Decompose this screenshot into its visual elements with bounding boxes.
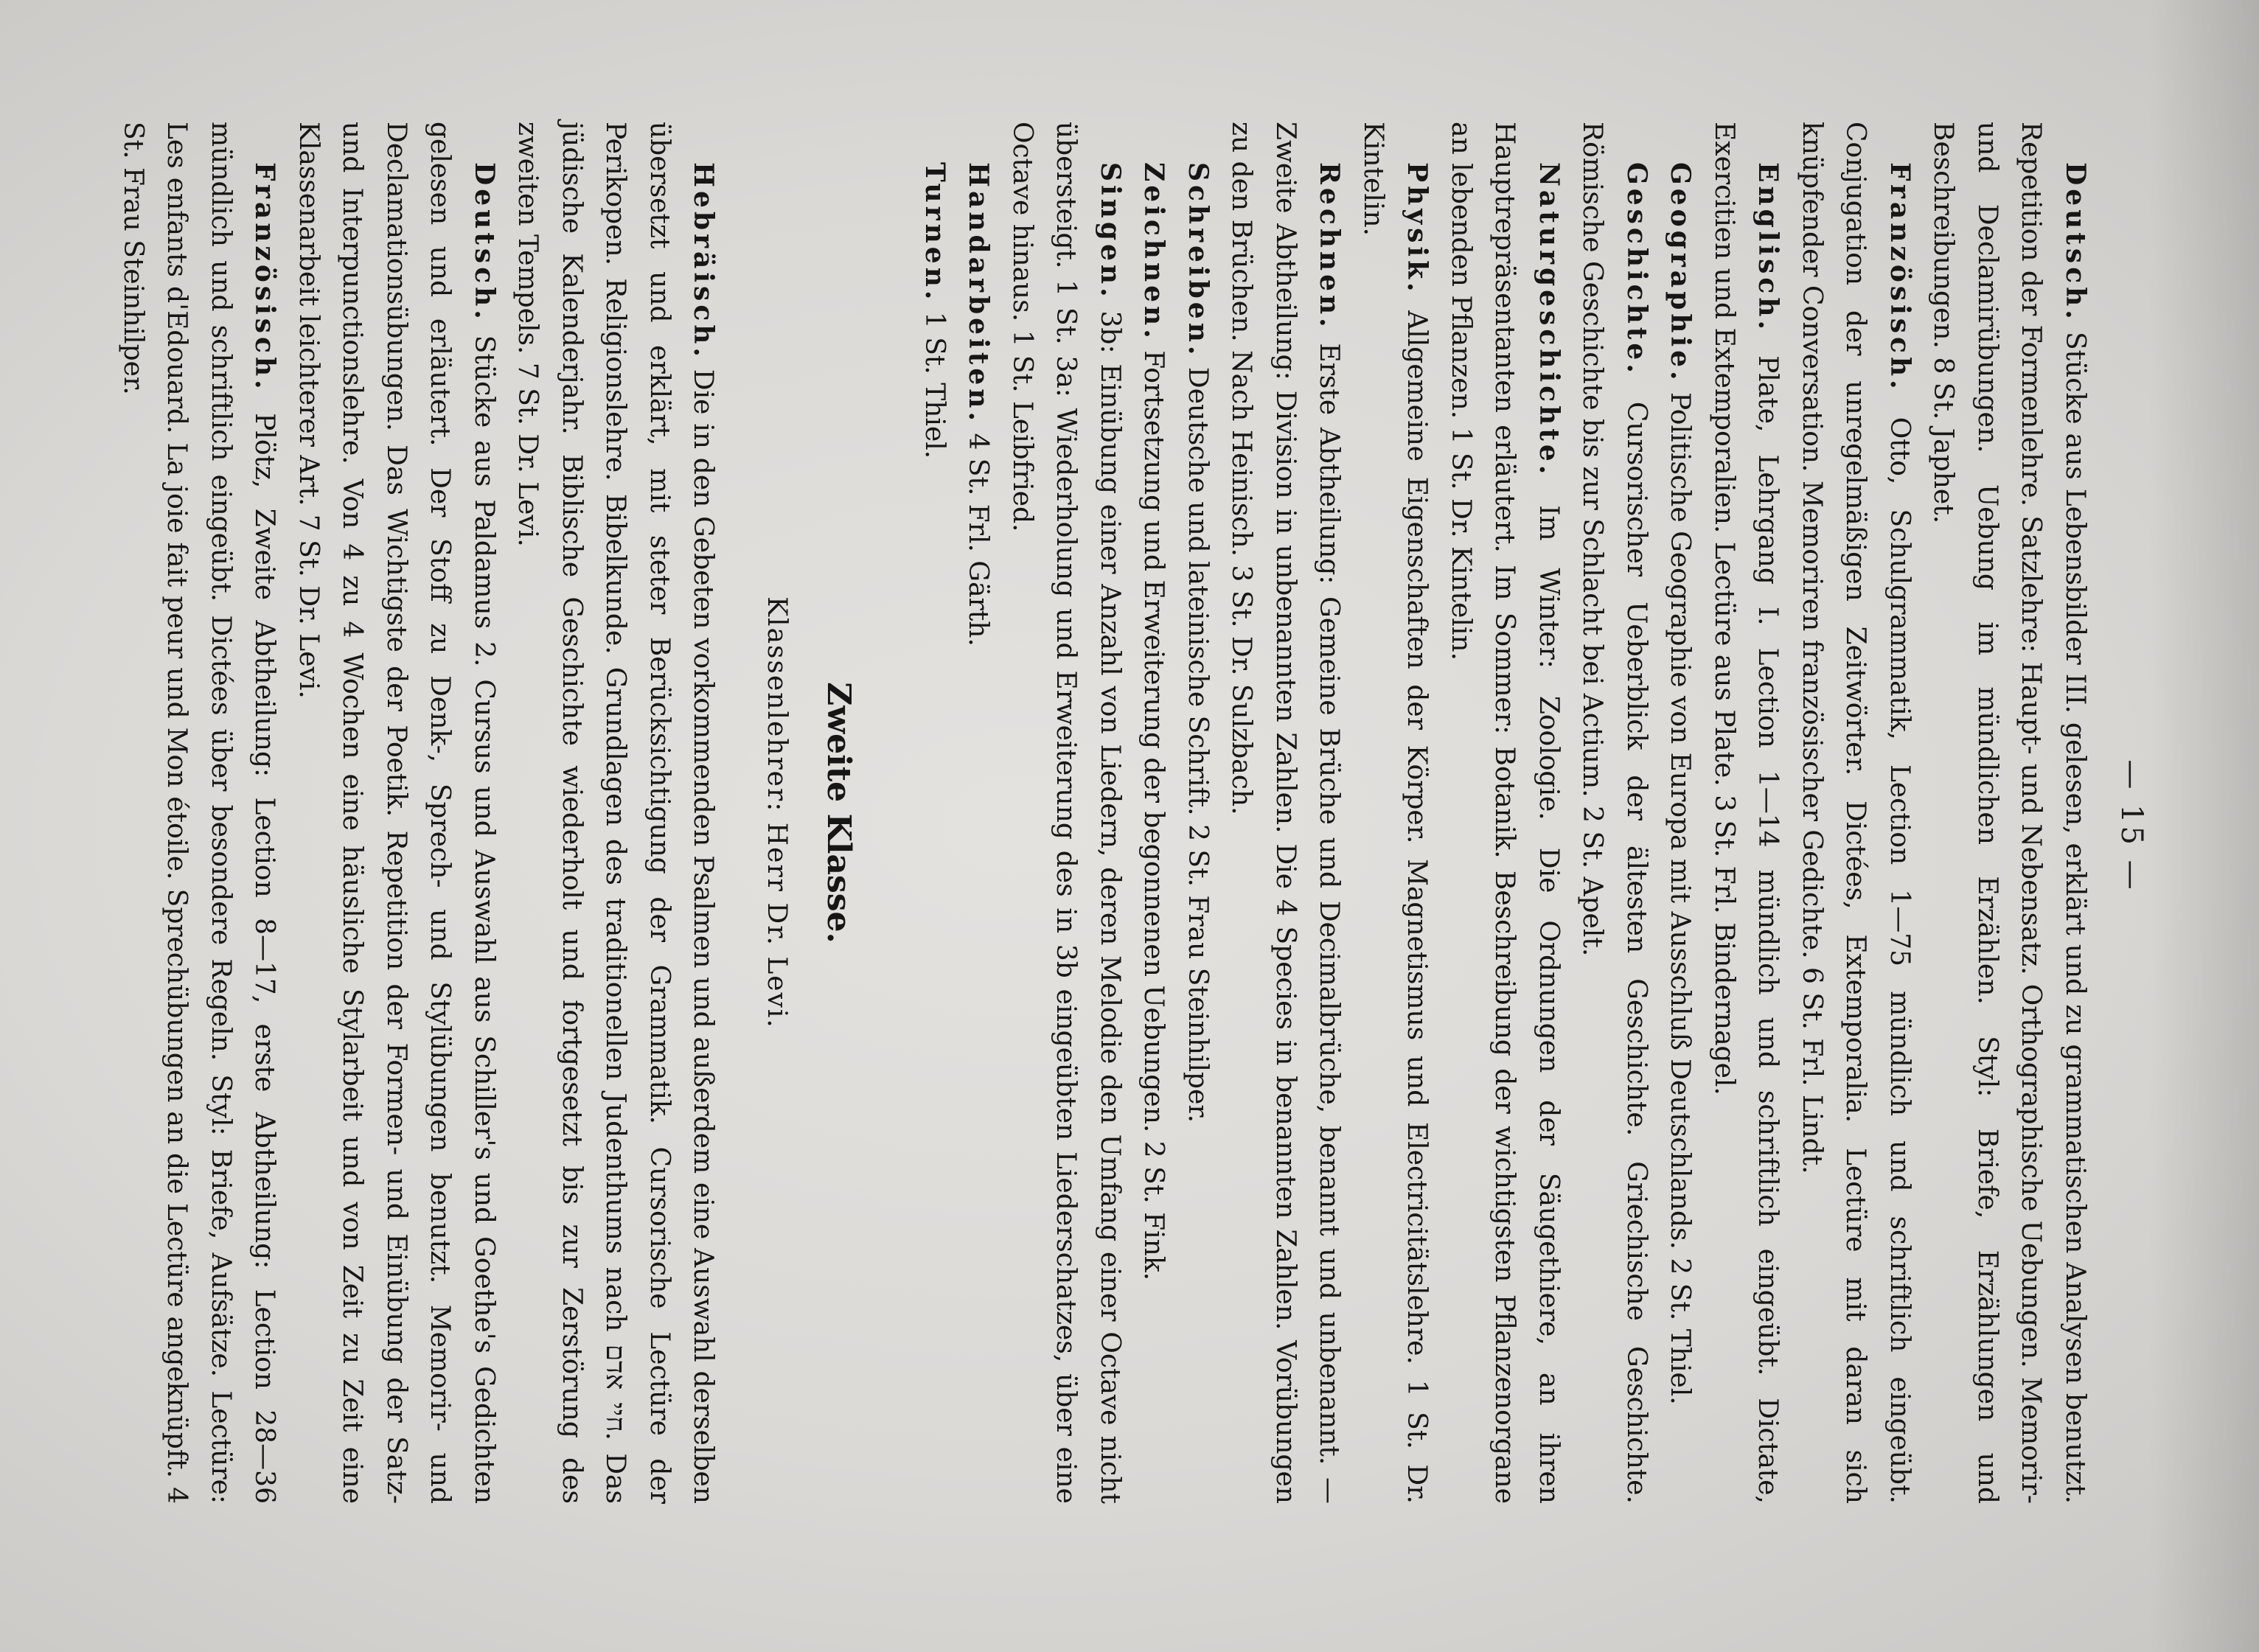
paragraph-physik xyxy=(1351,122,1439,1504)
page-number: — 15 — xyxy=(2114,759,2148,893)
paragraph-naturgeschichte xyxy=(1439,122,1571,1504)
paragraph-text: 4 St. Frl. Gärth. xyxy=(963,433,994,646)
paragraph-text: Die in den Gebeten vorkommenden Psalmen und außerdem eine Auswahl derselben übersetzt und erklärt, mit steter Berücksichtigung der Grammatik. Cursorische Lectüre der Perikopen. Religionslehre. Bibelkunde. Grundlagen des traditionellen Judenthums nach חיי אדם. Das jüdische Kalenderjahr. Biblische Geschichte wiederholt und fortgesetzt bis zur Zerstörung des zweiten Tempels. 7 St. Dr. Levi. xyxy=(512,122,719,1504)
subject-label: Hebräisch. xyxy=(688,162,720,360)
paragraph-singen xyxy=(1000,122,1132,1504)
text-block xyxy=(111,122,2098,1504)
paragraph-text: Deutsche und lateinische Schrift. 2 St. Frau Steinhilper. xyxy=(1183,366,1213,1123)
subject-label: Naturgeschichte. xyxy=(1534,162,1564,478)
paragraph-geographie xyxy=(1658,122,1702,1504)
paragraph-text: Fortsetzung und Erweiterung der begonnenen Uebungen. 2 St. Fink. xyxy=(1138,350,1169,1281)
subject-label: Französisch. xyxy=(1884,162,1915,393)
subject-label: Englisch. xyxy=(1752,162,1784,334)
paragraph-deutsch-1 xyxy=(1921,122,2097,1504)
paragraph-text: 1 St. Thiel. xyxy=(919,311,950,459)
paragraph-englisch xyxy=(1702,122,1790,1504)
subject-label: Deutsch. xyxy=(469,162,500,323)
subject-label: Schreiben. xyxy=(1183,162,1214,359)
subject-label: Physik. xyxy=(1402,162,1433,296)
paragraph-text: Plate, Lehrgang I. Lection 1—14 mündlich und schriftlich eingeübt. Dictate, Exercitien und Extemporalien. Lectüre aus Plate. 3 St. Frl. Bindernagel. xyxy=(1709,122,1783,1504)
paragraph-handarbeiten xyxy=(956,122,1000,1504)
section-heading: Zweite Klasse. xyxy=(820,682,858,944)
paragraph-deutsch-2 xyxy=(287,122,507,1504)
paragraph-text: Allgemeine Eigenschaften der Körper. Magnetismus und Electricitätslehre. 1 St. Dr. Kintelin. xyxy=(1358,122,1433,1504)
paragraph-franzoesisch-2 xyxy=(111,122,287,1504)
subject-label: Geschichte. xyxy=(1621,162,1652,377)
paragraph-rechnen xyxy=(1219,122,1351,1504)
paragraph-hebraeisch xyxy=(506,122,725,1504)
subject-label: Deutsch. xyxy=(2060,162,2091,323)
subject-label: Rechnen. xyxy=(1314,162,1346,331)
paragraph-text: Otto, Schulgrammatik, Lection 1—75 mündlich und schriftlich eingeübt. Conjugation der unregelmäßigen Zeitwörter. Dictées, Extemporalia. Lectüre mit daran sich knüpfender Conversation. Memoriren französischer Gedichte. 6 St. Frl. Lindt. xyxy=(1797,122,1915,1504)
paragraph-text: Im Winter: Zoologie. Die Ordnungen der Säugethiere, an ihren Hauptrepräsentanten erläutert. Im Sommer: Botanik. Beschreibung der wichtigsten Pflanzenorgane an lebenden Pflanzen. 1 St. Dr. Kintelin. xyxy=(1446,122,1564,1504)
subject-label: Handarbeiten. xyxy=(963,162,995,425)
paragraph-franzoesisch-1 xyxy=(1790,122,1922,1504)
paragraph-turnen xyxy=(913,122,957,1504)
subject-label: Turnen. xyxy=(919,162,950,304)
paragraph-text: Stücke aus Paldamus 2. Cursus und Auswahl aus Schiller's und Goethe's Gedichten gelesen und erläutert. Der Stoff zu Denk-, Sprech- und Stylübungen benutzt. Memorir- und Declamationsübungen. Das Wichtigste der Poetik. Repetition der Formen- und Einübung der Satz- und Interpunctionslehre. Von 4 zu 4 Wochen eine häusliche Stylarbeit und von Zeit zu Zeit eine Klassenarbeit leichterer Art. 7 St. Dr. Levi. xyxy=(293,122,499,1504)
subject-label: Singen. xyxy=(1095,162,1126,301)
class-teacher-line: Klassenlehrer: Herr Dr. Levi. xyxy=(762,596,792,1029)
subject-label: Geographie. xyxy=(1665,162,1696,384)
paragraph-text: Politische Geographie von Europa mit Ausschluß Deutschlands. 2 St. Thiel. xyxy=(1665,392,1696,1405)
paragraph-text: 3b: Einübung einer Anzahl von Liedern, deren Melodie den Umfang einer Octave nicht übersteigt. 1 St. 3a: Wiederholung und Erweiterung des in 3b eingeübten Liederschatzes, über eine Octave hinaus. 1 St. Leibfried. xyxy=(1007,122,1125,1504)
paragraph-text: Stücke aus Lebensbilder III. gelesen, erklärt und zu grammatischen Analysen benutzt. Repetition der Formenlehre. Satzlehre: Haupt- und Nebensatz. Orthographische Uebungen. Memorir- und Declamirübungen. Uebung im mündlichen Erzählen. Styl: Briefe, Erzählungen und Beschreibungen. 8 St. Japhet. xyxy=(1928,122,2090,1504)
subject-label: Zeichnen. xyxy=(1138,162,1170,342)
paragraph-text: Cursorischer Ueberblick der ältesten Geschichte. Griechische Geschichte. Römische Geschichte bis zur Schlacht bei Actium. 2 St. Apelt. xyxy=(1577,122,1651,1504)
paragraph-schreiben xyxy=(1176,122,1220,1504)
paragraph-geschichte xyxy=(1570,122,1658,1504)
paragraph-text: Erste Abtheilung: Gemeine Brüche und Decimalbrüche, benannt und unbenannt. — Zweite Abtheilung: Division in unbenannten Zahlen. Die 4 Species in benannten Zahlen. Vorübungen zu den Brüchen. Nach Heinisch. 3 St. Dr. Sulzbach. xyxy=(1226,122,1345,1504)
paragraph-text: Plötz, Zweite Abtheilung: Lection 8—17, erste Abtheilung: Lection 28—36 mündlich und schriftlich eingeübt. Dictées über besondere Regeln. Styl: Briefe, Aufsätze. Lectüre: Les enfants d'Edouard. La joie fait peur und Mon étoile. Sprechübungen an die Lectüre angeknüpft. 4 St. Frau Steinhilper. xyxy=(118,122,280,1504)
subject-label: Französisch. xyxy=(249,162,281,393)
paragraph-zeichnen xyxy=(1132,122,1176,1504)
